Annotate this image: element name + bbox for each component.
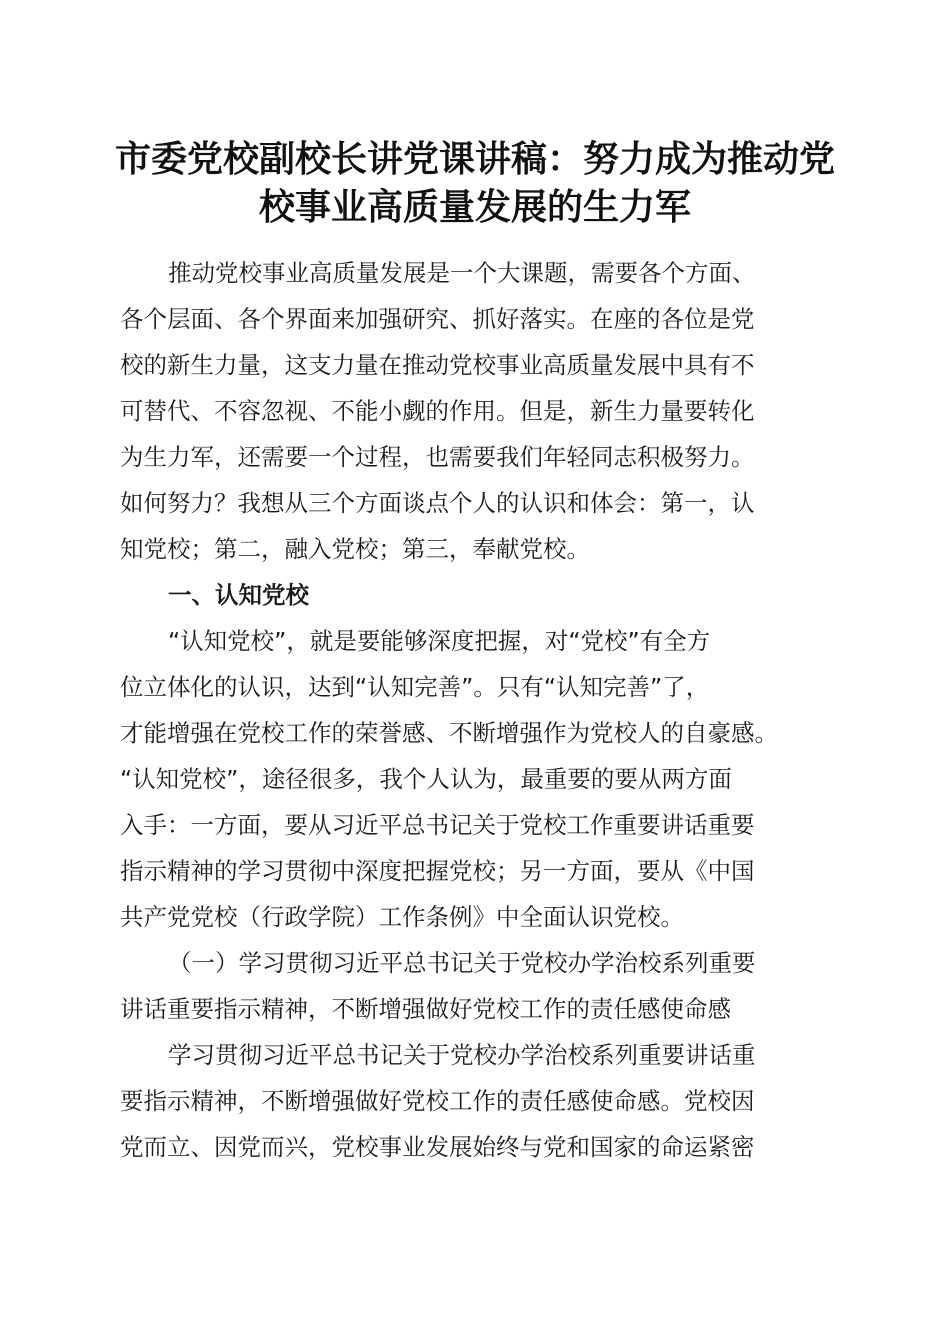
paragraph-line: 共产党党校（行政学院）工作条例》中全面认识党校。 [120,903,684,931]
paragraph-line: 推动党校事业高质量发展是一个大课题，需要各个方面、 [168,259,756,287]
subsection-paragraph [120,1032,840,1170]
paragraph-line: 如何努力？我想从三个方面谈点个人的认识和体会：第一，认 [120,489,755,517]
paragraph-line: 要指示精神，不断增强做好党校工作的责任感使命感。党校因 [120,1087,755,1115]
section-1-paragraph [120,618,840,940]
title-line: 市委党校副校长讲党课讲稿：努力成为推动党 [114,138,835,180]
paragraph-line: 学习贯彻习近平总书记关于党校办学治校系列重要讲话重 [168,1041,756,1069]
title-line: 校事业高质量发展的生力军 [258,186,691,228]
subsection-heading [120,940,840,1032]
intro-paragraph [120,250,840,572]
subsection-heading-line: 讲话重要指示精神，不断增强做好党校工作的责任感使命感 [120,995,731,1023]
subsection-heading-line: （一）学习贯彻习近平总书记关于党校办学治校系列重要 [168,949,756,977]
paragraph-line: 党而立、因党而兴，党校事业发展始终与党和国家的命运紧密 [120,1133,755,1161]
document-title [100,135,850,231]
paragraph-line: 指示精神的学习贯彻中深度把握党校；另一方面，要从《中国 [120,857,755,885]
paragraph-line: 可替代、不容忽视、不能小觑的作用。但是，新生力量要转化 [120,397,755,425]
document-body [120,250,840,1170]
paragraph-line: “认知党校”，途径很多，我个人认为，最重要的要从两方面 [120,765,732,793]
paragraph-line: 入手：一方面，要从习近平总书记关于党校工作重要讲话重要 [120,811,755,839]
paragraph-line: 知党校；第二，融入党校；第三，奉献党校。 [120,535,590,563]
paragraph-line: 各个层面、各个界面来加强研究、抓好落实。在座的各位是党 [120,305,755,333]
section-heading-1: 一、认知党校 [168,581,309,609]
paragraph-line: 为生力军，还需要一个过程，也需要我们年轻同志积极努力。 [120,443,755,471]
paragraph-line: “认知党校”，就是要能够深度把握，对“党校”有全方 [168,627,711,655]
paragraph-line: 才能增强在党校工作的荣誉感、不断增强作为党校人的自豪感。 [120,719,778,747]
paragraph-line: 位立体化的认识，达到“认知完善”。只有“认知完善”了， [120,673,710,701]
paragraph-line: 校的新生力量，这支力量在推动党校事业高质量发展中具有不 [120,351,755,379]
